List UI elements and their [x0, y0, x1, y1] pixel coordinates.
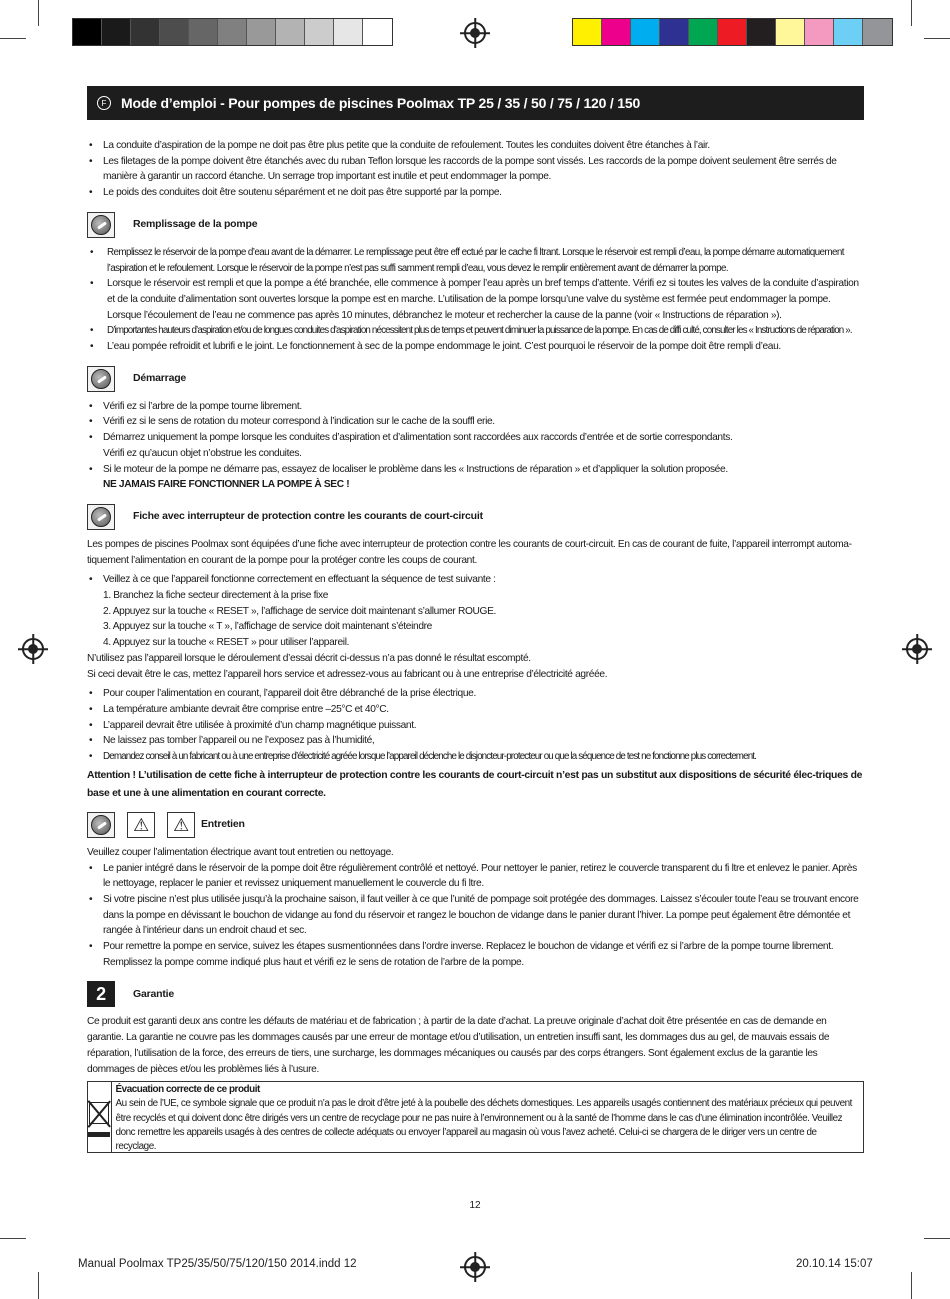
wrench-icon [87, 812, 115, 838]
registration-mark-icon [906, 638, 928, 660]
section-title: Entretien [201, 817, 245, 830]
color-swatch [131, 19, 160, 45]
crossed-bin-icon [88, 1082, 112, 1152]
color-swatch [776, 19, 805, 45]
footer-file-name: Manual Poolmax TP25/35/50/75/120/150 2014.indd 12 [78, 1258, 357, 1270]
section-header-fiche [87, 503, 864, 531]
warning-icon: ⚠ [127, 812, 155, 838]
list-item: • La température ambiante devrait être comprise entre –25°C et 40°C. [87, 702, 864, 718]
language-badge: F [97, 96, 111, 110]
section-title: Garantie [133, 987, 174, 1000]
fiche-test-list [87, 572, 864, 651]
color-swatch [305, 19, 334, 45]
test-step: 4. Appuyez sur la touche « RESET » pour utiliser l’appareil. [103, 637, 350, 649]
list-item: • Ne laissez pas tomber l’appareil ou ne l’exposez pas à l’humidité, [87, 733, 864, 749]
registration-mark-icon [464, 1256, 486, 1278]
color-swatch [747, 19, 776, 45]
list-item: • Lorsque le réservoir est rempli et que la pompe a été branchée, elle commence à pomper l’eau après un bref temps d’attente. Vérifi ez si toutes les valves de la conduite d’aspiration et de la conduite d’alimentation sont ouvertes lorsque la pompe est en marche. L’utilisation de la pompe lorsqu’une valve du système est fermée peut endommager la pompe. Lorsque l’écoulement de l’eau ne commence pas après 10 minutes, débranchez le moteur et rechercher la cause de la panne (voir « Instructions de réparation »). [87, 276, 864, 323]
list-item: • D’importantes hauteurs d’aspiration et/ou de longues conduites d’aspiration nécessitent plus de temps et peuvent diminuer la puissance de la pompe. En cas de diffi culté, consulter les « Instructions de réparation ». [87, 323, 864, 339]
page-title: Mode d’emploi - Pour pompes de piscines Poolmax TP 25 / 35 / 50 / 75 / 120 / 150 [121, 95, 641, 111]
gray-color-bar [72, 18, 393, 46]
list-item: • Si votre piscine n’est plus utilisée jusqu’à la prochaine saison, il faut veiller à ce que l’unité de pompage soit protégée des dommages. Laissez s’écouler toute l’eau se trouvant encore dans la pompe en dévissant le bouchon de vidange au fond du réservoir et rangez le bouchon de vidange dans le panier durant l’hiver. La pompe peut également être démontée et rangée à l’intérieur dans un endroit chaud et sec. [87, 892, 864, 939]
paragraph: Veuillez couper l’alimentation électrique avant tout entretien ou nettoyage. [87, 846, 394, 858]
color-swatch [834, 19, 863, 45]
paragraph: Si ceci devait être le cas, mettez l’appareil hors service et adressez-vous au fabricant ou à une entreprise d’électricité agréée. [87, 668, 608, 680]
crop-mark [38, 1272, 39, 1299]
crop-mark [38, 0, 39, 26]
crop-mark [924, 1238, 950, 1239]
color-swatch [660, 19, 689, 45]
list-item: • Vérifi ez si le sens de rotation du moteur correspond à l’indication sur le cache de la souffl erie. [87, 414, 864, 430]
color-swatch [718, 19, 747, 45]
color-swatch [160, 19, 189, 45]
list-item: • Si le moteur de la pompe ne démarre pas, essayez de localiser le problème dans les « Instructions de réparation » et d’appliquer la solution proposée. [87, 462, 864, 478]
crop-mark [911, 1272, 912, 1299]
paragraph: Ce produit est garanti deux ans contre les défauts de matériau et de fabrication ; à partir de la date d’achat. La preuve originale d’achat doit être présentée en cas de demande en garantie. La garantie ne couvre pas les dommages causés par une erreur de montage et/ou d’utilisation, un entretien insuffi sant, les dommages dus au gel, de mauvais essais de réparation, l’utilisation de la force, des erreurs de tiers, une surcharge, les dommages mécaniques ou causés par des corps étrangers. Sont également exclus de la garantie les dommages de pièces et/ou les problèmes liés à l’usure. [87, 1016, 830, 1075]
list-item: • Vérifi ez si l’arbre de la pompe tourne librement. [87, 399, 864, 415]
color-bar [572, 18, 893, 46]
dry-run-warning: NE JAMAIS FAIRE FONCTIONNER LA POMPE À SEC ! [103, 479, 350, 491]
header-banner [87, 86, 864, 120]
color-swatch [73, 19, 102, 45]
list-item: • Pour couper l’alimentation en courant, l’appareil doit être débranché de la prise électrique. [87, 686, 864, 702]
crop-mark [0, 38, 26, 39]
intro-list [87, 138, 864, 201]
list-item-note: Vérifi ez qu’aucun objet n’obstrue les conduites. [103, 447, 302, 459]
color-swatch [363, 19, 392, 45]
list-item [87, 430, 864, 461]
disposal-body: Au sein de l’UE, ce symbole signale que ce produit n’a pas le droit d’être jeté à la poubelle des déchets domestiques. Les appareils usagés contiennent des matériaux précieux qui peuvent être recyclés et qui doivent donc être dirigés vers un centre de recyclage pour ne pas nuire à l’environnement ou à la santé de l’homme dans le cas d’une élimination incontrôlée. Veuillez donc remettre les appareils usagés à des centres de collecte adéquats ou envoyer l’appareil au magasin où vous l’avez acheté. Celui-ci se chargera de le diriger vers un centre de recyclage. [115, 1098, 852, 1153]
color-swatch [334, 19, 363, 45]
list-item: • L’eau pompée refroidit et lubrifi e le joint. Le fonctionnement à sec de la pompe endommage le joint. C’est pourquoi le réservoir de la pompe doit être rempli d’eau. [87, 339, 864, 355]
color-swatch [602, 19, 631, 45]
page-number: 12 [469, 1200, 481, 1211]
entretien-list [87, 861, 864, 971]
registration-mark-icon [22, 638, 44, 660]
section-header-remplissage [87, 211, 864, 239]
color-swatch [689, 19, 718, 45]
section-title: Fiche avec interrupteur de protection contre les courants de court-circuit [133, 510, 483, 523]
fiche-list [87, 686, 864, 765]
color-swatch [276, 19, 305, 45]
wrench-icon [87, 504, 115, 530]
list-item-text: Démarrez uniquement la pompe lorsque les conduites d’aspiration et d’alimentation sont raccordées aux raccords d’entrée et de sortie correspondants. [103, 432, 733, 444]
paragraph: Les pompes de piscines Poolmax sont équipées d’une fiche avec interrupteur de protection contre les courants de court-circuit. En cas de courant de fuite, l’appareil interrompt automa-tiquement l’alimentation en courant de la pompe pour la protéger contre les coups de courant. [87, 538, 852, 566]
disposal-title: Évacuation correcte de ce produit [115, 1084, 260, 1096]
list-item: • L’appareil devrait être utilisée à proximité d’un champ magnétique puissant. [87, 718, 864, 734]
color-swatch [805, 19, 834, 45]
color-swatch [631, 19, 660, 45]
test-step: 1. Branchez la fiche secteur directement à la prise fixe [103, 590, 329, 602]
color-swatch [102, 19, 131, 45]
section-header-garantie [87, 980, 864, 1008]
list-item: • La conduite d’aspiration de la pompe ne doit pas être plus petite que la conduite de refoulement. Toutes les conduites doivent être étanches à l’air. [87, 138, 864, 154]
list-item: • Le panier intégré dans le réservoir de la pompe doit être régulièrement contrôlé et nettoyé. Pour nettoyer le panier, retirez le couvercle transparent du fi ltre et enlevez le panier. Après le nettoyage, replacer le panier et revissez uniquement manuellement le couvercle du fi ltre. [87, 861, 864, 892]
list-item: • Les filetages de la pompe doivent être étanchés avec du ruban Teflon lorsque les raccords de la pompe sont vissés. Les raccords de la pompe doivent seulement être serrés de manière à garantir un raccord étanche. Un serrage trop important est inutile et peut endommager la pompe. [87, 154, 864, 185]
footer-date: 20.10.14 15:07 [796, 1258, 873, 1270]
crop-mark [924, 38, 950, 39]
crop-mark [911, 0, 912, 26]
list-item: • Le poids des conduites doit être soutenu séparément et ne doit pas être supporté par la pompe. [87, 185, 864, 201]
disposal-box [87, 1081, 864, 1153]
list-item-text: Veillez à ce que l’appareil fonctionne correctement en effectuant la séquence de test suivante : [103, 574, 496, 586]
section-title: Remplissage de la pompe [133, 217, 258, 230]
demarrage-list [87, 399, 864, 478]
color-swatch [573, 19, 602, 45]
test-step: 3. Appuyez sur la touche « T », l’affichage de service doit maintenant s’éteindre [103, 621, 433, 633]
paragraph: N’utilisez pas l’appareil lorsque le déroulement d’essai décrit ci-dessus n’a pas donné le résultat escompté. [87, 652, 531, 664]
registration-mark-icon [464, 22, 486, 44]
list-item [87, 572, 864, 651]
section-title: Démarrage [133, 371, 187, 384]
number-two-icon: 2 [87, 981, 115, 1007]
wrench-icon [87, 212, 115, 238]
attention-note: Attention ! L’utilisation de cette fiche à interrupteur de protection contre les courants de court-circuit n’est pas un substitut aux dispositions de sécurité élec-triques de base et une à une alimentation en courant correcte. [87, 769, 863, 799]
test-step: 2. Appuyez sur la touche « RESET », l’affichage de service doit maintenant s’allumer ROUGE. [103, 605, 497, 617]
main-content [87, 138, 864, 1153]
color-swatch [863, 19, 892, 45]
list-item: • Pour remettre la pompe en service, suivez les étapes susmentionnées dans l’ordre inverse. Replacez le bouchon de vidange et vérifi ez si l’arbre de la pompe tourne librement. Remplissez la pompe comme indiqué plus haut et vérifi ez le sens de rotation de l’arbre de la pompe. [87, 939, 864, 970]
list-item: • Remplissez le réservoir de la pompe d’eau avant de la démarrer. Le remplissage peut être eff ectué par le cache fi ltrant. Lorsque le réservoir est rempli d’eau, la pompe démarre automatiquement l’aspiration et le refoulement. Lorsque le réservoir de la pompe n’est pas suffi samment rempli d’eau, vous devez le remplir entièrement avant de démarrer la pompe. [87, 245, 864, 276]
crop-mark [0, 1238, 26, 1239]
remplissage-list [87, 245, 864, 355]
color-swatch [218, 19, 247, 45]
warning-icon: ⚠ [167, 812, 195, 838]
disposal-text [112, 1082, 863, 1152]
wrench-icon [87, 366, 115, 392]
color-swatch [189, 19, 218, 45]
section-header-entretien [87, 811, 864, 839]
section-header-demarrage [87, 365, 864, 393]
list-item: • Demandez conseil à un fabricant ou à une entreprise d’électricité agréée lorsque l’appareil déclenche le disjoncteur-protecteur ou que la séquence de test ne fonctionne plus correctement. [87, 749, 864, 765]
color-swatch [247, 19, 276, 45]
